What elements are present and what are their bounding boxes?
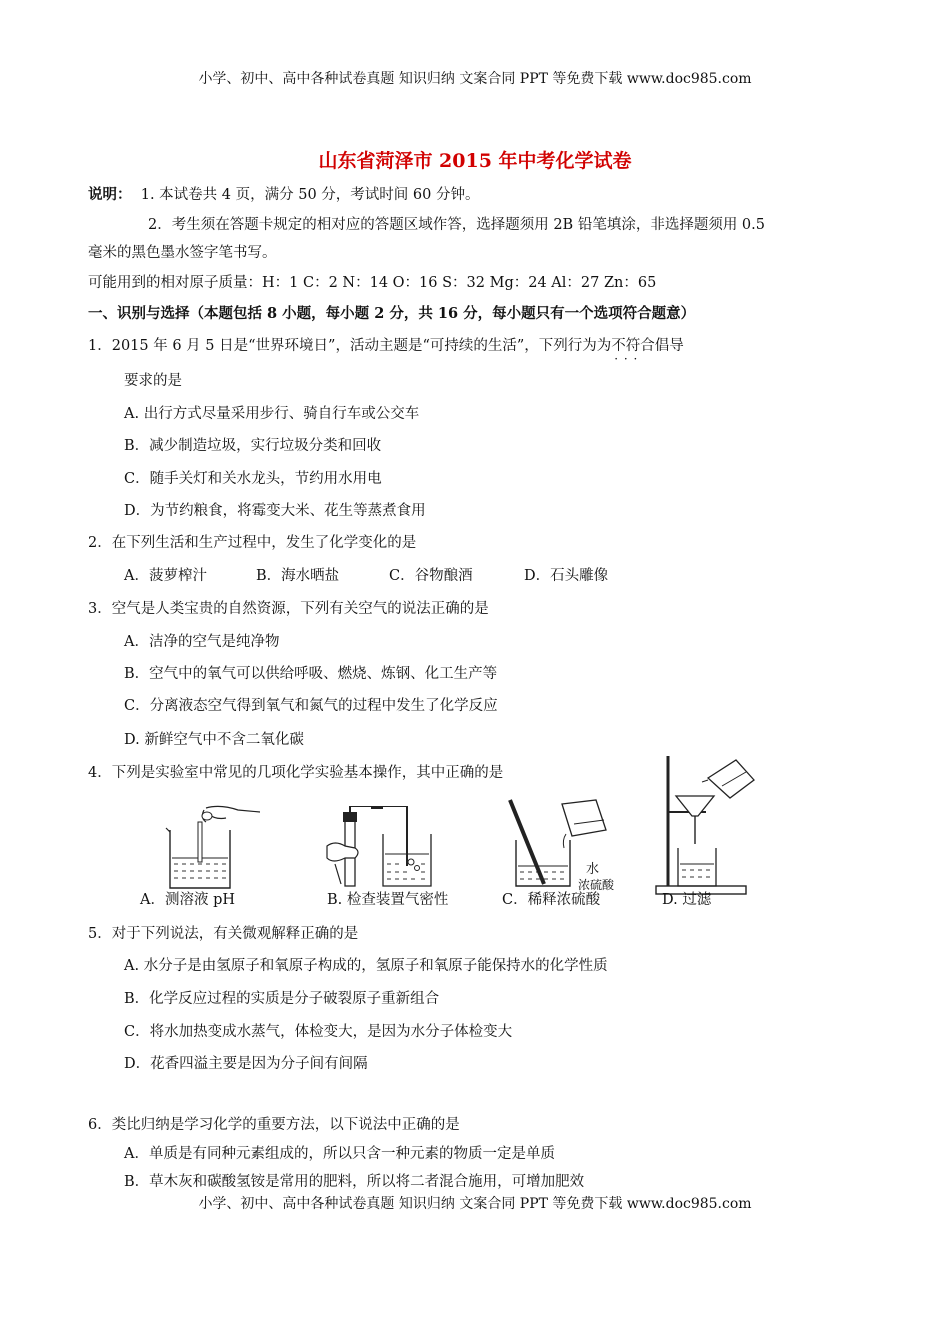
q4-option-c: C．稀释浓硫酸 [502,892,601,908]
atomic-masses: 可能用到的相对原子质量：H：1 C：2 N：14 O：16 S：32 Mg：24 Al：27 Zn：65 [88,275,657,291]
q1-stem-part-a: 1．2015 年 6 月 5 日是“世界环境日”，活动主题是“可持续的生活”，下列行为为 [88,338,612,354]
q1-option-a: A. 出行方式尽量采用步行、骑自行车或公交车 [124,406,420,422]
q2-stem: 2．在下列生活和生产过程中，发生了化学变化的是 [88,535,417,551]
airtightness-figure [325,806,455,898]
q1-stem [88,334,684,355]
q3-option-b: B．空气中的氧气可以供给呼吸、燃烧、炼钢、化工生产等 [124,666,498,682]
label-water: 水 [586,862,600,877]
label-acid: 浓硫酸 [578,878,615,892]
q1-emphasis: 不符合 · · · [611,338,655,354]
instructions-line1 [88,183,479,204]
page-footer: 小学、初中、高中各种试卷真题 知识归纳 文案合同 PPT 等免费下载 www.doc985.com [198,1196,752,1212]
q4-option-b: B. 检查装置气密性 [327,892,449,908]
instructions-label: 说明： [88,186,132,203]
q5-option-d: D．花香四溢主要是因为分子间有间隔 [124,1056,368,1072]
q3-option-d: D. 新鲜空气中不含二氧化碳 [124,732,304,748]
q1-option-b: B．减少制造垃圾，实行垃圾分类和回收 [124,438,382,454]
q2-option-b: B．海水晒盐 [256,568,340,584]
q6-stem: 6．类比归纳是学习化学的重要方法，以下说法中正确的是 [88,1117,460,1133]
ph-test-figure [160,800,270,896]
q6-option-a: A．单质是有同种元素组成的，所以只含一种元素的物质一定是单质 [124,1146,555,1162]
q1-option-d: D．为节约粮食，将霉变大米、花生等蒸煮食用 [124,503,426,519]
q3-option-c: C．分离液态空气得到氧气和氮气的过程中发生了化学反应 [124,698,498,714]
q1-stem-part-b: 倡导 [654,338,684,354]
q1-stem-cont: 要求的是 [124,373,182,389]
q5-option-c: C．将水加热变成水蒸气，体检变大，是因为水分子体检变大 [124,1024,513,1040]
q5-stem: 5．对于下列说法，有关微观解释正确的是 [88,926,359,942]
section-heading: 一、识别与选择（本题包括 8 小题，每小题 2 分，共 16 分，每小题只有一个选项符合题意） [88,305,696,322]
exam-title: 山东省菏泽市 2015 年中考化学试卷 [318,150,632,172]
q5-option-b: B．化学反应过程的实质是分子破裂原子重新组合 [124,991,440,1007]
instructions-line2: 2．考生须在答题卡规定的相对应的答题区域作答，选择题须用 2B 铅笔填涂，非选择题须用 0.5 [148,217,765,233]
q1-option-c: C．随手关灯和关水龙头，节约用水用电 [124,471,382,487]
instructions-line3: 毫米的黑色墨水签字笔书写。 [88,245,277,261]
q6-option-b: B．草木灰和碳酸氢铵是常用的肥料，所以将二者混合施用，可增加肥效 [124,1174,585,1190]
q4-stem: 4．下列是实验室中常见的几项化学实验基本操作，其中正确的是 [88,765,504,781]
q4-option-d: D. 过滤 [662,892,712,908]
q2-option-d: D．石头雕像 [524,568,609,584]
instructions-text1: 1. 本试卷共 4 页，满分 50 分，考试时间 60 分钟。 [140,187,480,203]
filtration-figure [650,752,760,898]
q2-option-a: A．菠萝榨汁 [124,568,207,584]
q4-option-a: A．测溶液 pH [140,892,236,908]
page-header: 小学、初中、高中各种试卷真题 知识归纳 文案合同 PPT 等免费下载 www.doc985.com [198,71,752,87]
q3-option-a: A．洁净的空气是纯净物 [124,634,280,650]
q2-option-c: C．谷物酿酒 [389,568,473,584]
q5-option-a: A. 水分子是由氢原子和氧原子构成的，氢原子和氧原子能保持水的化学性质 [124,958,608,974]
q3-stem: 3．空气是人类宝贵的自然资源，下列有关空气的说法正确的是 [88,601,489,617]
